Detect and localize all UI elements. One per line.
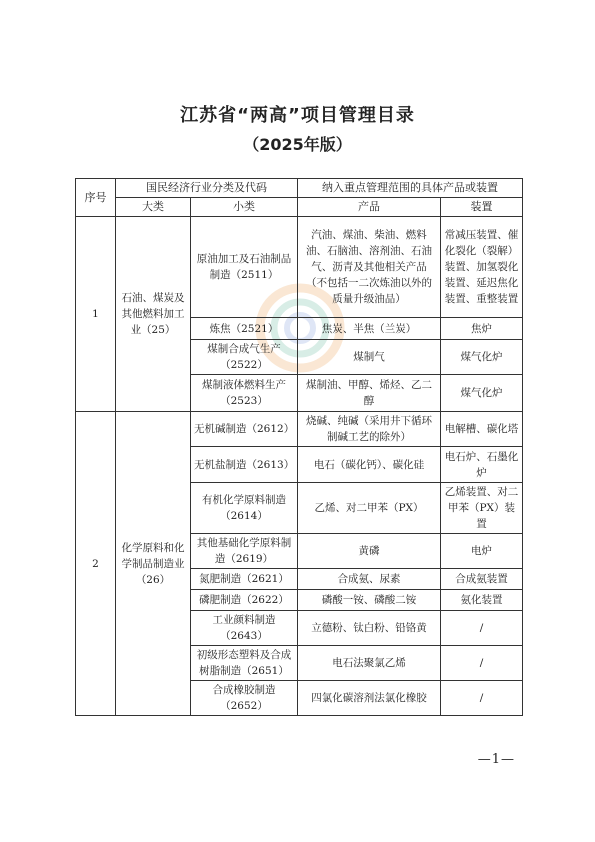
header-product: 产品: [298, 198, 441, 217]
product-cell: 电石（碳化钙）、碳化硅: [298, 447, 441, 483]
product-cell: 煤制油、甲醇、烯烃、乙二醇: [298, 375, 441, 412]
header-scope: 纳入重点管理范围的具体产品或装置: [298, 179, 523, 198]
device-cell: /: [441, 646, 523, 681]
device-cell: 煤气化炉: [441, 375, 523, 412]
product-cell: 黄磷: [298, 534, 441, 569]
product-cell: 煤制气: [298, 340, 441, 375]
minor-cell: 无机盐制造（2613）: [191, 447, 298, 483]
major-cell: 化学原料和化学制品制造业（26）: [116, 412, 191, 716]
header-industry: 国民经济行业分类及代码: [116, 179, 298, 198]
minor-cell: 无机碱制造（2612）: [191, 412, 298, 447]
header-device: 装置: [441, 198, 523, 217]
minor-cell: 合成橡胶制造（2652）: [191, 681, 298, 716]
device-cell: 乙烯装置、对二甲苯（PX）装置: [441, 483, 523, 534]
page-number: —1—: [477, 752, 515, 767]
minor-cell: 初级形态塑料及合成树脂制造（2651）: [191, 646, 298, 681]
header-row-1: [76, 179, 523, 198]
minor-cell: 炼焦（2521）: [191, 318, 298, 340]
product-cell: 合成氨、尿素: [298, 569, 441, 590]
document-subtitle: （2025年版）: [243, 135, 352, 154]
major-cell: 石油、煤炭及其他燃料加工业（25）: [116, 217, 191, 412]
device-cell: 焦炉: [441, 318, 523, 340]
header-minor: 小类: [191, 198, 298, 217]
device-cell: 氨化装置: [441, 590, 523, 611]
device-cell: 电炉: [441, 534, 523, 569]
device-cell: 合成氨装置: [441, 569, 523, 590]
catalog-table: [75, 178, 523, 716]
device-cell: /: [441, 681, 523, 716]
minor-cell: 有机化学原料制造（2614）: [191, 483, 298, 534]
minor-cell: 煤制合成气生产（2522）: [191, 340, 298, 375]
seq-cell: 1: [76, 217, 116, 412]
device-cell: 电石炉、石墨化炉: [441, 447, 523, 483]
seq-cell: 2: [76, 412, 116, 716]
product-cell: 立德粉、钛白粉、铅铬黄: [298, 611, 441, 646]
header-major: 大类: [116, 198, 191, 217]
header-row-2: [76, 198, 523, 217]
product-cell: 四氯化碳溶剂法氯化橡胶: [298, 681, 441, 716]
minor-cell: 氮肥制造（2621）: [191, 569, 298, 590]
product-cell: 汽油、煤油、柴油、燃料油、石脑油、溶剂油、石油气、沥青及其他相关产品（不包括一二次炼油以外的质量升级油品）: [298, 217, 441, 318]
product-cell: 焦炭、半焦（兰炭）: [298, 318, 441, 340]
product-cell: 磷酸一铵、磷酸二铵: [298, 590, 441, 611]
device-cell: /: [441, 611, 523, 646]
header-seq: 序号: [76, 179, 116, 217]
product-cell: 乙烯、对二甲苯（PX）: [298, 483, 441, 534]
minor-cell: 其他基础化学原料制造（2619）: [191, 534, 298, 569]
device-cell: 煤气化炉: [441, 340, 523, 375]
minor-cell: 煤制液体燃料生产（2523）: [191, 375, 298, 412]
minor-cell: 工业颜料制造（2643）: [191, 611, 298, 646]
device-cell: 常减压装置、催化裂化（裂解）装置、加氢裂化装置、延迟焦化装置、重整装置: [441, 217, 523, 318]
product-cell: 烧碱、纯碱（采用井下循环制碱工艺的除外）: [298, 412, 441, 447]
minor-cell: 磷肥制造（2622）: [191, 590, 298, 611]
table-row: [76, 412, 523, 447]
document-title: 江苏省“两高”项目管理目录: [180, 105, 415, 126]
minor-cell: 原油加工及石油制品制造（2511）: [191, 217, 298, 318]
product-cell: 电石法聚氯乙烯: [298, 646, 441, 681]
device-cell: 电解槽、碳化塔: [441, 412, 523, 447]
table-row: [76, 217, 523, 318]
